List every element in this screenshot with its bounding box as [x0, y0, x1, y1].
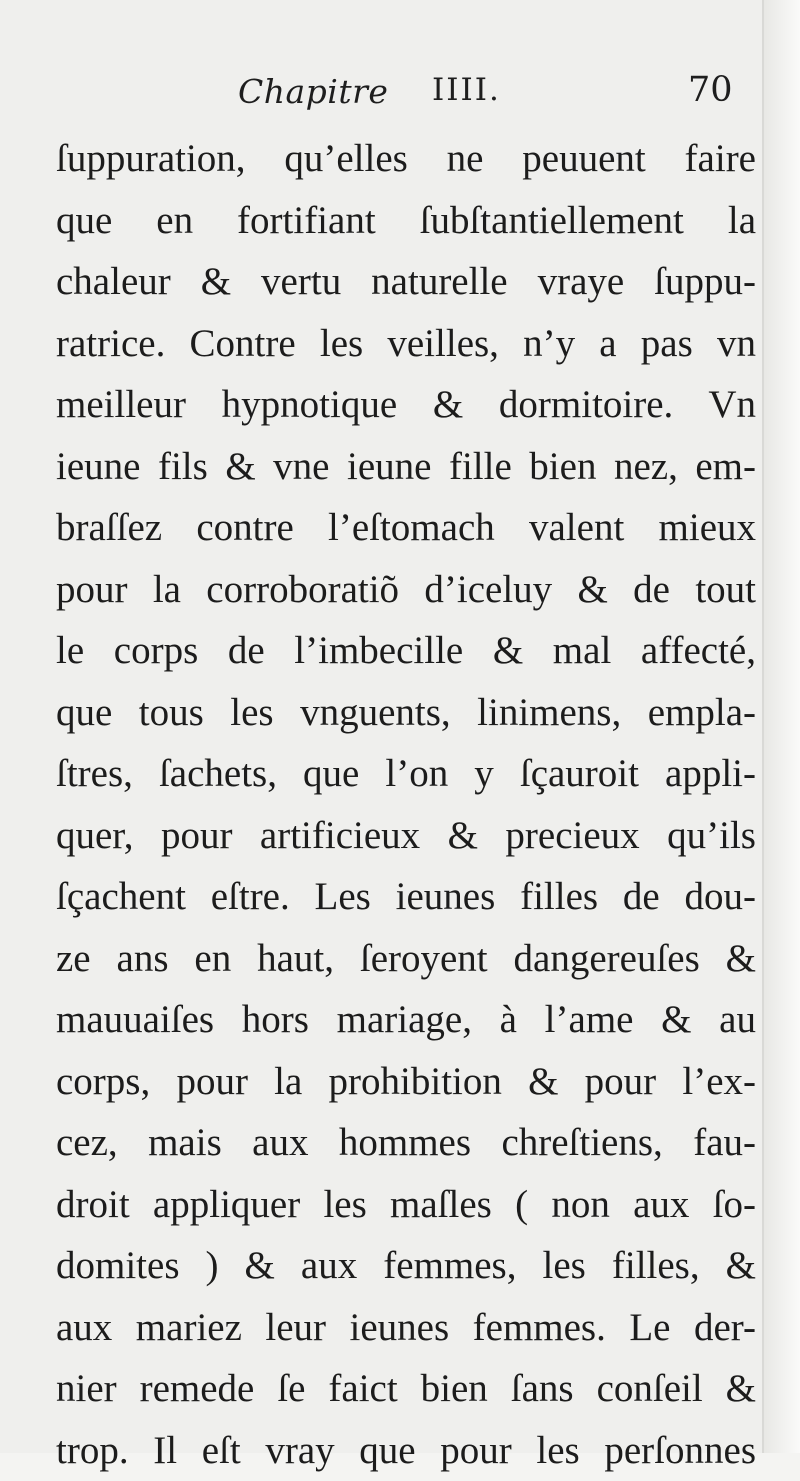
- text-line: braſſez contre l’eſtomach valent mieux: [56, 497, 756, 559]
- text-line: cez, mais aux hommes chreſtiens, fau-: [56, 1112, 756, 1174]
- text-line: ſçachent eſtre. Les ieunes filles de dou-: [56, 866, 756, 928]
- text-line: meilleur hypnotique & dormitoire. Vn: [56, 374, 756, 436]
- text-line: mauuaiſes hors mariage, à l’ame & au: [56, 989, 756, 1051]
- text-line: que tous les vnguents, linimens, empla-: [56, 682, 756, 744]
- text-line: que en fortifiant ſubſtantiellement la: [56, 190, 756, 252]
- text-line: chaleur & vertu naturelle vraye ſuppu-: [56, 251, 756, 313]
- text-line: domites ) & aux femmes, les filles, &: [56, 1235, 756, 1297]
- page-number: 70: [688, 70, 733, 110]
- text-line: pour la corroboratiõ d’iceluy & de tout: [56, 559, 756, 621]
- text-line: ſtres, ſachets, que l’on y ſçauroit appli-: [56, 743, 756, 805]
- running-title: Chapitre: [238, 72, 388, 111]
- chapter-number: IIII.: [432, 72, 501, 108]
- text-line: ratrice. Contre les veilles, n’y a pas vn: [56, 313, 756, 375]
- text-line: nier remede ſe faict bien ſans conſeil &: [56, 1358, 756, 1420]
- text-line: droit appliquer les maſles ( non aux ſo-: [56, 1174, 756, 1236]
- text-line: ieune fils & vne ieune fille bien nez, em-: [56, 436, 756, 498]
- text-line: ze ans en haut, ſeroyent dangereuſes &: [56, 928, 756, 990]
- text-line: quer, pour artificieux & precieux qu’ils: [56, 805, 756, 867]
- text-line: corps, pour la prohibition & pour l’ex-: [56, 1051, 756, 1113]
- page-header: [0, 72, 764, 132]
- text-line: le corps de l’imbecille & mal affecté,: [56, 620, 756, 682]
- text-line: trop. Il eſt vray que pour les perſonnes: [56, 1420, 756, 1481]
- body-text: [56, 128, 756, 1481]
- text-line: ſuppuration, qu’elles ne peuuent faire: [56, 128, 756, 190]
- page-edge: [764, 0, 800, 1453]
- text-line: aux mariez leur ieunes femmes. Le der-: [56, 1297, 756, 1359]
